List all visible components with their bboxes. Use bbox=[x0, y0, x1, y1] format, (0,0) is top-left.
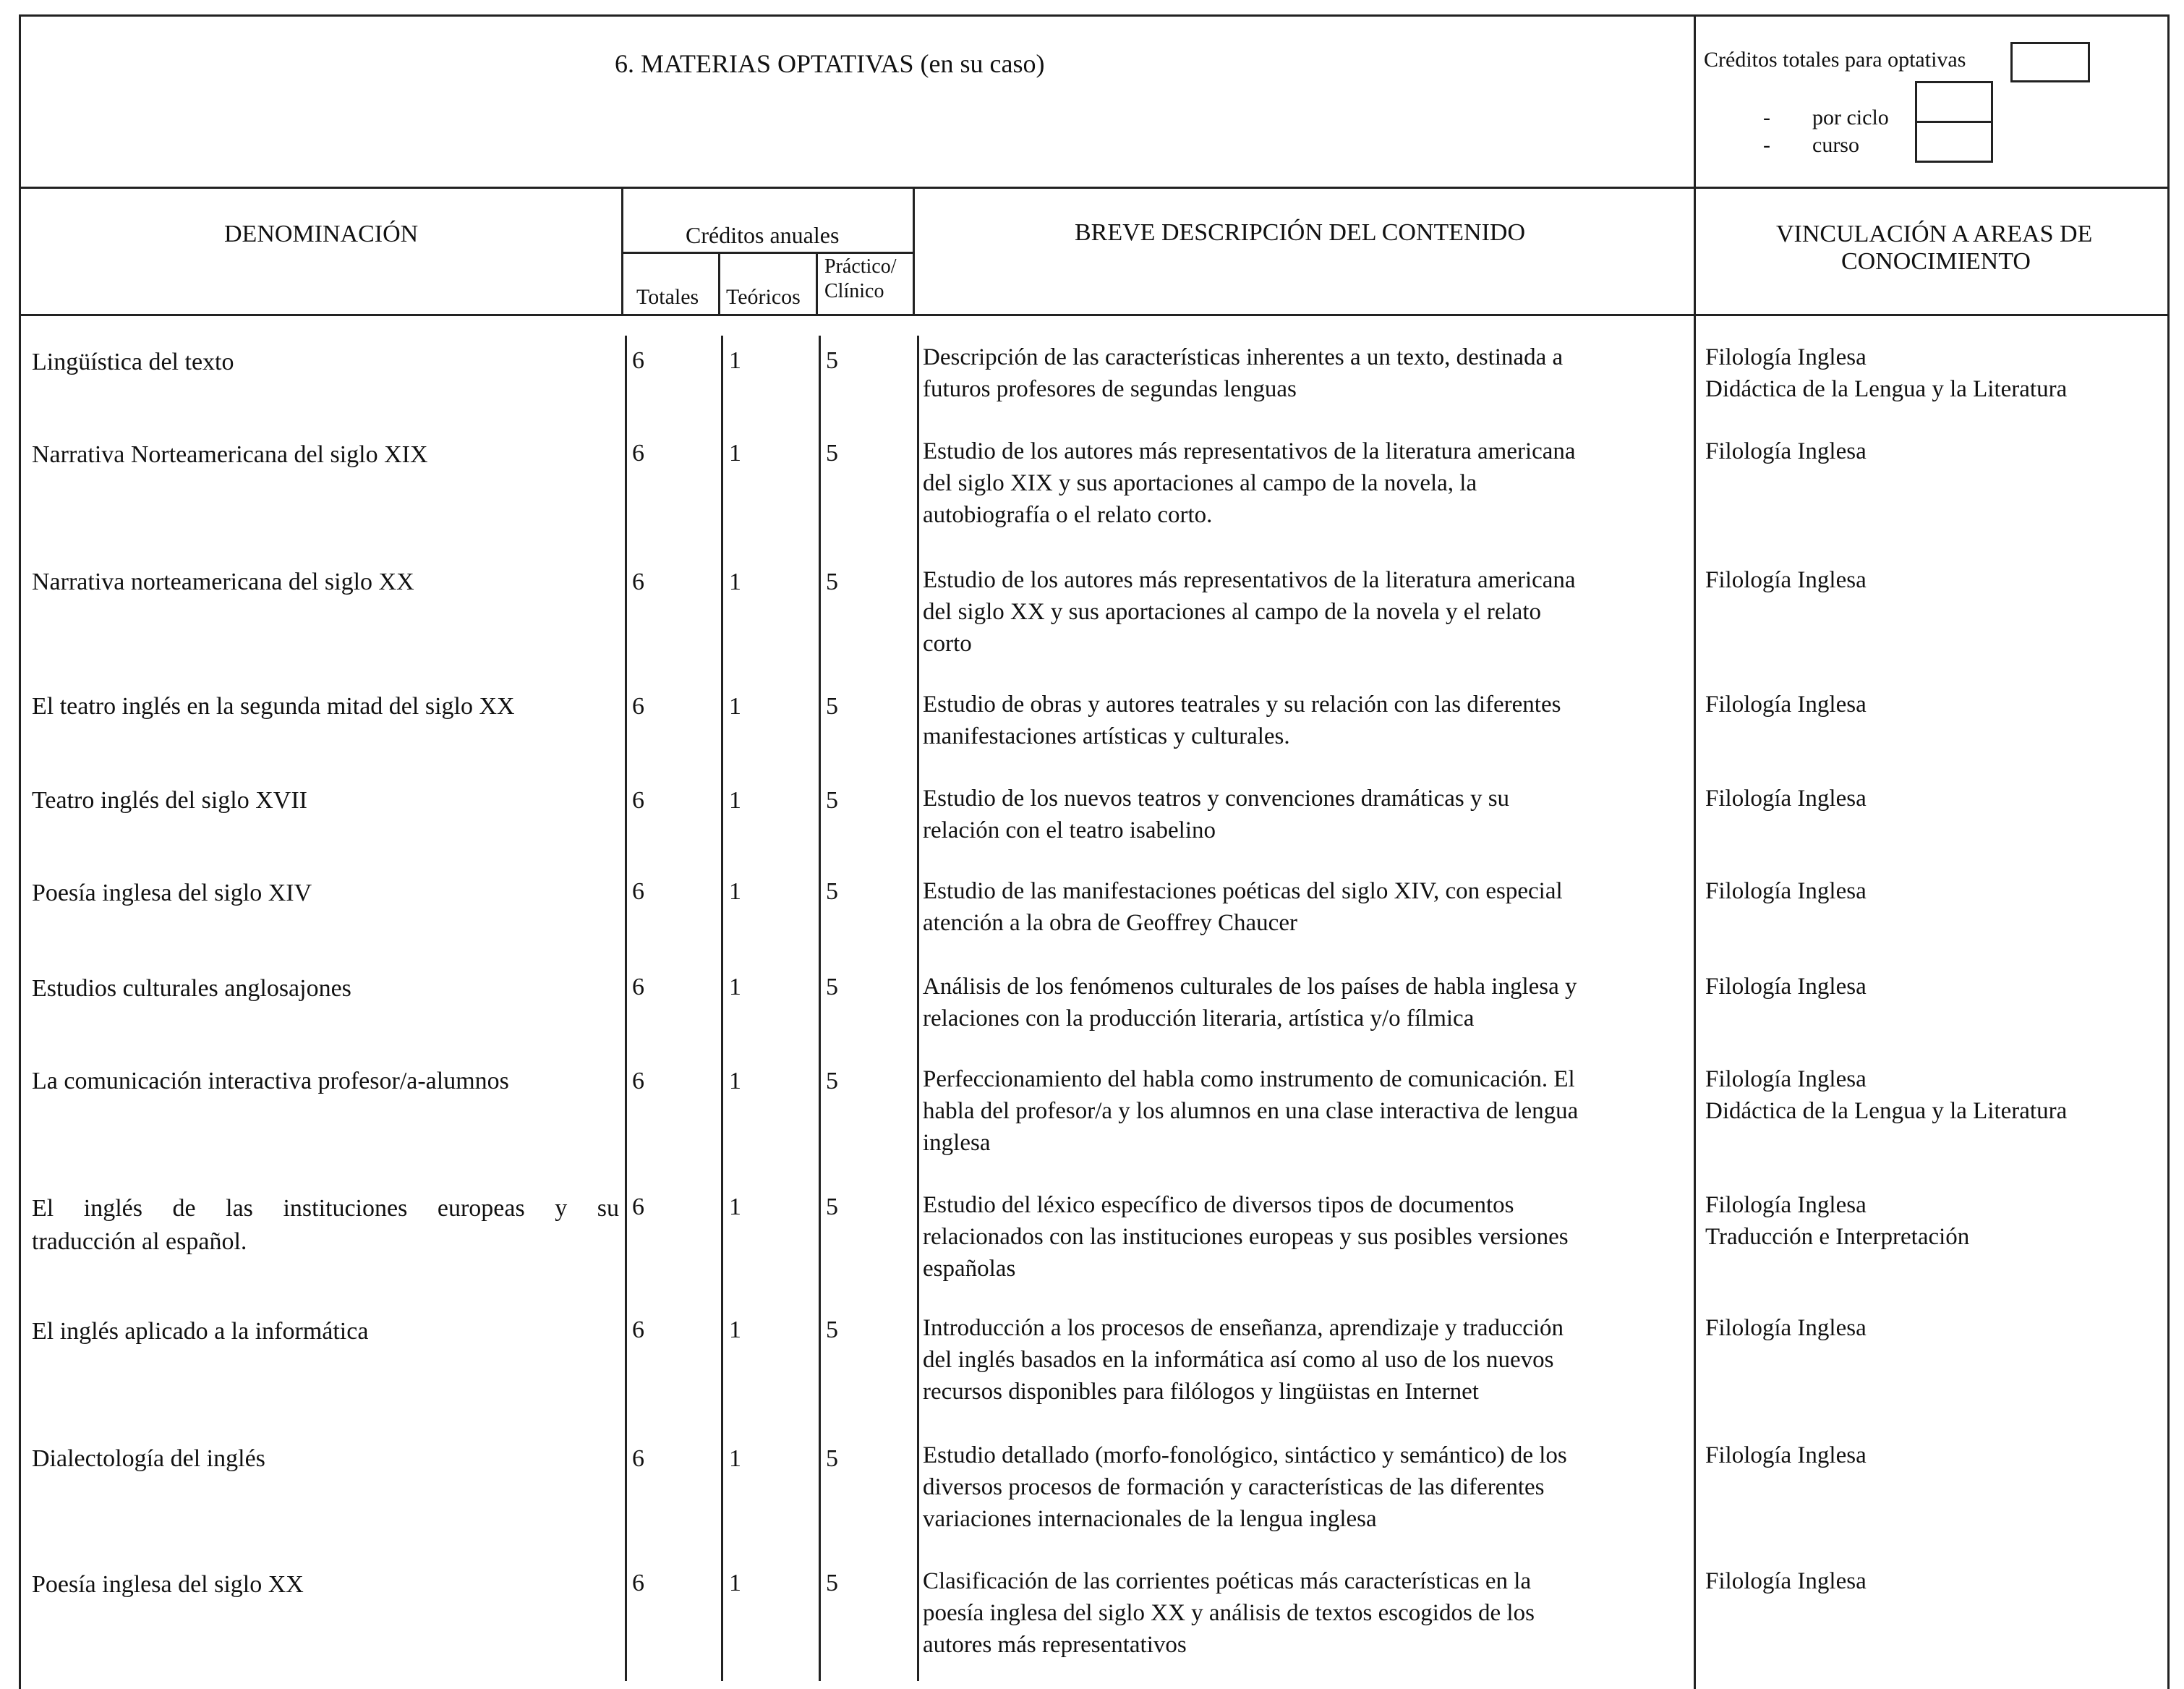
row-description: Análisis de los fenómenos culturales de los países de habla inglesa y relaciones con la producción literaria, artística y/o fílmica bbox=[923, 974, 1577, 1031]
header-divider bbox=[19, 187, 2170, 189]
row-practico: 5 bbox=[826, 787, 838, 814]
per-cycle-box[interactable] bbox=[1915, 81, 1993, 123]
row-name: Narrativa norteamericana del siglo XX bbox=[32, 569, 414, 595]
body-bar-practico bbox=[819, 336, 821, 1681]
row-teoricos: 1 bbox=[729, 1194, 741, 1220]
row-teoricos: 1 bbox=[729, 440, 741, 467]
row-totales: 6 bbox=[632, 347, 644, 374]
row-name: Narrativa Norteamericana del siglo XIX bbox=[32, 441, 428, 468]
row-practico: 5 bbox=[826, 440, 838, 467]
col-teoricos: Teóricos bbox=[726, 285, 801, 309]
credits-total-label: Créditos totales para optativas bbox=[1704, 48, 1966, 72]
per-cycle-label: por ciclo bbox=[1812, 106, 1889, 129]
row-teoricos: 1 bbox=[729, 974, 741, 1000]
col-totales: Totales bbox=[636, 285, 699, 309]
row-name: La comunicación interactiva profesor/a-alumnos bbox=[32, 1068, 509, 1094]
row-description: Introducción a los procesos de enseñanza, aprendizaje y traducción del inglés basados en la informática así como al uso de los nuevos recursos disponibles para filólogos y lingüistas en Internet bbox=[923, 1315, 1564, 1405]
row-practico: 5 bbox=[826, 1316, 838, 1343]
row-description: Estudio de las manifestaciones poéticas del siglo XIV, con especial atención a la obra de Geoffrey Chaucer bbox=[923, 878, 1563, 936]
col-practico-1: Práctico/ bbox=[824, 255, 897, 278]
row-areas: Filología Inglesa bbox=[1705, 438, 1867, 464]
row-practico: 5 bbox=[826, 1570, 838, 1596]
row-areas: Filología Inglesa bbox=[1705, 974, 1867, 1000]
row-teoricos: 1 bbox=[729, 1445, 741, 1472]
course-box[interactable] bbox=[1915, 121, 1993, 163]
col-vinculacion-1: VINCULACIÓN A AREAS DE bbox=[1776, 221, 2093, 247]
col-practico-2: Clínico bbox=[824, 280, 884, 302]
row-areas: Filología Inglesa bbox=[1705, 1442, 1867, 1468]
row-totales: 6 bbox=[632, 693, 644, 720]
body-bar-areas bbox=[1694, 314, 1696, 1688]
row-name: El teatro inglés en la segunda mitad del siglo XX bbox=[32, 693, 515, 720]
credits-total-box[interactable] bbox=[2010, 42, 2090, 82]
body-bar-teoricos bbox=[721, 336, 723, 1681]
column-header-divider bbox=[19, 314, 2170, 316]
row-teoricos: 1 bbox=[729, 1316, 741, 1343]
row-name: Poesía inglesa del siglo XX bbox=[32, 1571, 304, 1598]
row-description: Clasificación de las corrientes poéticas más características en la poesía inglesa del siglo XX y análisis de textos escogidos de los autores más representativos bbox=[923, 1568, 1535, 1658]
row-totales: 6 bbox=[632, 878, 644, 905]
row-areas: Filología Inglesa Didáctica de la Lengua y la Literatura bbox=[1705, 1066, 2068, 1124]
row-totales: 6 bbox=[632, 1316, 644, 1343]
row-name: Lingüística del texto bbox=[32, 349, 234, 375]
row-totales: 6 bbox=[632, 1194, 644, 1220]
row-areas: Filología Inglesa bbox=[1705, 786, 1867, 812]
col-descripcion: BREVE DESCRIPCIÓN DEL CONTENIDO bbox=[1075, 219, 1526, 246]
row-description: Perfeccionamiento del habla como instrumento de comunicación. El habla del profesor/a y los alumnos en una clase interactiva de lengua inglesa bbox=[923, 1066, 1579, 1156]
row-description: Estudio del léxico específico de diversos tipos de documentos relacionados con las instituciones europeas y sus posibles versiones españolas bbox=[923, 1192, 1569, 1282]
row-description: Descripción de las características inherentes a un texto, destinada a futuros profesores de segundas lenguas bbox=[923, 344, 1564, 402]
row-teoricos: 1 bbox=[729, 693, 741, 720]
col-vinculacion-2: CONOCIMIENTO bbox=[1841, 248, 2031, 275]
row-areas: Filología Inglesa bbox=[1705, 1315, 1867, 1341]
col-creditos-anuales: Créditos anuales bbox=[686, 222, 840, 248]
row-areas: Filología Inglesa Traducción e Interpretación bbox=[1705, 1192, 1970, 1250]
row-name: Poesía inglesa del siglo XIV bbox=[32, 880, 312, 906]
row-practico: 5 bbox=[826, 1445, 838, 1472]
row-practico: 5 bbox=[826, 1194, 838, 1220]
row-practico: 5 bbox=[826, 974, 838, 1000]
course-label: curso bbox=[1812, 133, 1859, 157]
row-totales: 6 bbox=[632, 1068, 644, 1094]
row-practico: 5 bbox=[826, 693, 838, 720]
col-divider-totales bbox=[718, 252, 720, 314]
row-name: El inglés de las instituciones europeas y su traducción al español. bbox=[32, 1195, 619, 1255]
row-areas: Filología Inglesa bbox=[1705, 878, 1867, 904]
row-totales: 6 bbox=[632, 787, 644, 814]
col-divider-name bbox=[621, 187, 623, 314]
row-name: Teatro inglés del siglo XVII bbox=[32, 787, 307, 814]
col-divider-desc bbox=[913, 187, 915, 314]
row-description: Estudio de los autores más representativos de la literatura americana del siglo XX y sus aportaciones al campo de la novela y el relato corto bbox=[923, 567, 1576, 657]
row-teoricos: 1 bbox=[729, 787, 741, 814]
row-description: Estudio detallado (morfo-fonológico, sintáctico y semántico) de los diversos procesos de formación y características de las diferentes variaciones internacionales de la lengua inglesa bbox=[923, 1442, 1567, 1532]
row-areas: Filología Inglesa bbox=[1705, 1568, 1867, 1594]
col-divider-teoricos bbox=[816, 252, 818, 314]
row-areas: Filología Inglesa Didáctica de la Lengua y la Literatura bbox=[1705, 344, 2068, 402]
row-teoricos: 1 bbox=[729, 569, 741, 595]
row-name: Dialectología del inglés bbox=[32, 1445, 265, 1472]
row-description: Estudio de obras y autores teatrales y su relación con las diferentes manifestaciones artísticas y culturales. bbox=[923, 692, 1561, 749]
row-practico: 5 bbox=[826, 569, 838, 595]
row-areas: Filología Inglesa bbox=[1705, 567, 1867, 593]
row-totales: 6 bbox=[632, 974, 644, 1000]
course-dash: - bbox=[1763, 133, 1770, 157]
body-bar-desc bbox=[917, 336, 919, 1681]
row-teoricos: 1 bbox=[729, 1068, 741, 1094]
row-totales: 6 bbox=[632, 1445, 644, 1472]
row-name: Estudios culturales anglosajones bbox=[32, 975, 351, 1002]
row-description: Estudio de los autores más representativos de la literatura americana del siglo XIX y sus aportaciones al campo de la novela, la autobiografía o el relato corto. bbox=[923, 438, 1576, 528]
row-teoricos: 1 bbox=[729, 347, 741, 374]
row-totales: 6 bbox=[632, 569, 644, 595]
row-practico: 5 bbox=[826, 347, 838, 374]
row-areas: Filología Inglesa bbox=[1705, 692, 1867, 718]
row-teoricos: 1 bbox=[729, 878, 741, 905]
col-denominacion: DENOMINACIÓN bbox=[224, 221, 419, 247]
row-totales: 6 bbox=[632, 440, 644, 467]
per-cycle-dash: - bbox=[1763, 106, 1770, 129]
body-bar-totales bbox=[625, 336, 627, 1681]
row-practico: 5 bbox=[826, 1068, 838, 1094]
row-totales: 6 bbox=[632, 1570, 644, 1596]
section-title: 6. MATERIAS OPTATIVAS (en su caso) bbox=[615, 49, 1045, 78]
row-teoricos: 1 bbox=[729, 1570, 741, 1596]
row-practico: 5 bbox=[826, 878, 838, 905]
row-description: Estudio de los nuevos teatros y convenciones dramáticas y su relación con el teatro isabelino bbox=[923, 786, 1510, 843]
row-name: El inglés aplicado a la informática bbox=[32, 1318, 369, 1345]
